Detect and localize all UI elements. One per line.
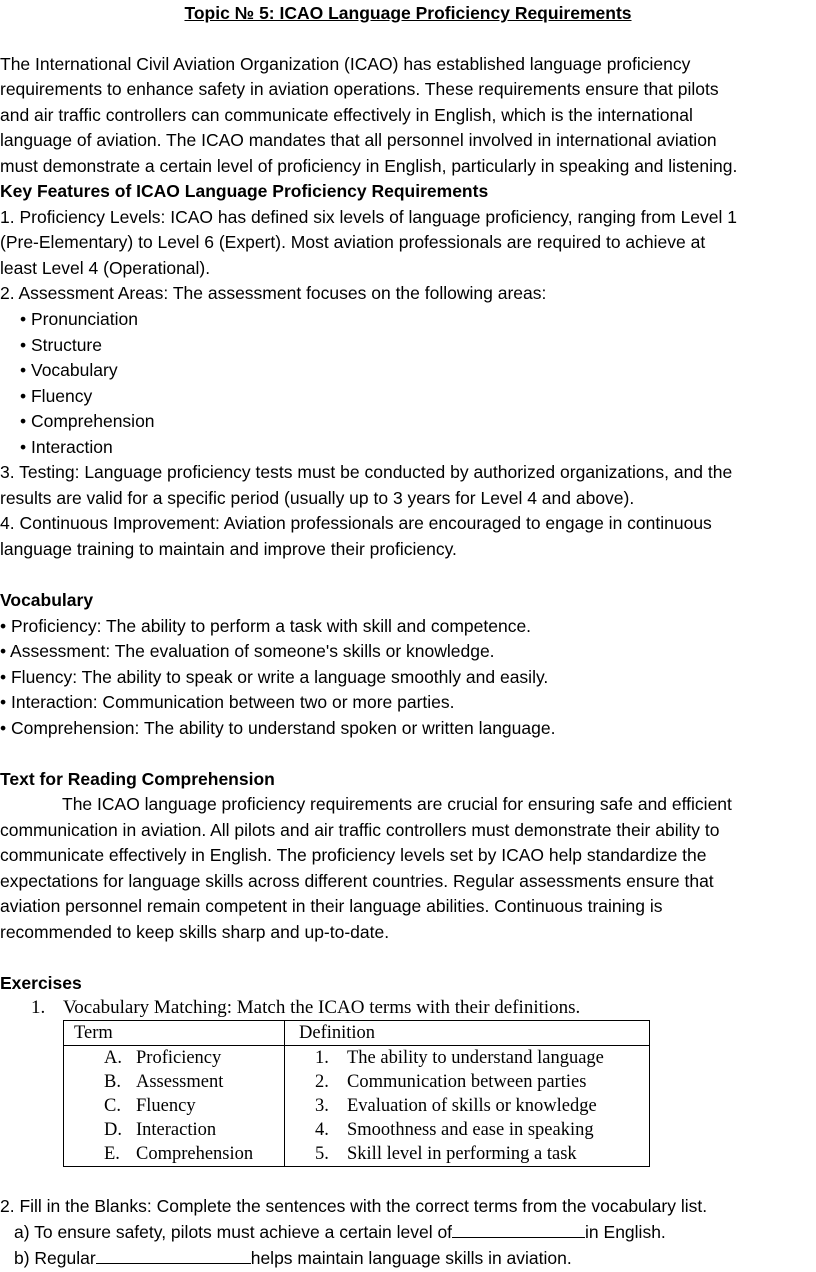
fill-blank-a: a) To ensure safety, pilots must achieve a certain level of in English. [14, 1219, 666, 1246]
reading-line: communicate effectively in English. The proficiency levels set by ICAO help standardize the [0, 845, 707, 865]
fill-blank-b: b) Regular helps maintain language skills in aviation. [14, 1245, 572, 1272]
table-header-definition: Definition [285, 1021, 650, 1046]
feature-line: results are valid for a specific period (usually up to 3 years for Level 4 and above). [0, 488, 635, 508]
blank-a-input[interactable] [452, 1219, 585, 1238]
term-item: B. Assessment [104, 1072, 224, 1092]
terms-column [64, 1046, 285, 1167]
key-features-heading: Key Features of ICAO Language Proficiency Requirements [0, 181, 489, 201]
feature-line: 4. Continuous Improvement: Aviation professionals are encouraged to engage in continuous [0, 513, 712, 533]
feature-line: (Pre-Elementary) to Level 6 (Expert). Most aviation professionals are required to achieve at [0, 232, 706, 252]
intro-line: The International Civil Aviation Organization (ICAO) has established language proficiency [0, 54, 691, 74]
definition-item: 3. Evaluation of skills or knowledge [315, 1096, 597, 1116]
vocab-item: • Assessment: The evaluation of someone's skills or knowledge. [0, 641, 495, 661]
feature-line: language training to maintain and improve their proficiency. [0, 539, 457, 559]
reading-line: expectations for language skills across different countries. Regular assessments ensure that [0, 871, 714, 891]
reading-heading: Text for Reading Comprehension [0, 769, 275, 789]
definitions-column [285, 1046, 650, 1167]
area-item: • Comprehension [20, 411, 155, 431]
reading-line: aviation personnel remain competent in their language abilities. Continuous training is [0, 896, 663, 916]
reading-line: recommended to keep skills sharp and up-to-date. [0, 922, 390, 942]
term-item: E. Comprehension [104, 1144, 254, 1164]
reading-line: The ICAO language proficiency requirements are crucial for ensuring safe and efficient [62, 794, 732, 814]
area-item: • Fluency [20, 386, 93, 406]
intro-line: must demonstrate a certain level of proficiency in English, particularly in speaking and listening. [0, 156, 738, 176]
blank-b-input[interactable] [96, 1245, 251, 1264]
intro-line: language of aviation. The ICAO mandates that all personnel involved in international aviation [0, 130, 717, 150]
vocab-item: • Fluency: The ability to speak or write a language smoothly and easily. [0, 667, 549, 687]
area-item: • Interaction [20, 437, 113, 457]
feature-line: 2. Assessment Areas: The assessment focuses on the following areas: [0, 283, 547, 303]
vocabulary-heading: Vocabulary [0, 590, 94, 610]
term-item: D. Interaction [104, 1120, 217, 1140]
area-item: • Pronunciation [20, 309, 139, 329]
intro-line: and air traffic controllers can communicate effectively in English, which is the international [0, 105, 693, 125]
page-title: Topic № 5: ICAO Language Proficiency Requirements [184, 3, 632, 23]
exercise-2-instruction: 2. Fill in the Blanks: Complete the sentences with the correct terms from the vocabulary list. [0, 1196, 708, 1216]
area-item: • Vocabulary [20, 360, 118, 380]
reading-line: communication in aviation. All pilots and air traffic controllers must demonstrate their ability to [0, 820, 720, 840]
vocab-item: • Interaction: Communication between two or more parties. [0, 692, 455, 712]
feature-line: least Level 4 (Operational). [0, 258, 211, 278]
definition-item: 5. Skill level in performing a task [315, 1144, 577, 1164]
feature-line: 1. Proficiency Levels: ICAO has defined six levels of language proficiency, ranging from Level 1 [0, 207, 738, 227]
vocab-item: • Comprehension: The ability to understand spoken or written language. [0, 718, 556, 738]
definition-item: 2. Communication between parties [315, 1072, 587, 1092]
definition-item: 1. The ability to understand language [315, 1048, 604, 1068]
intro-line: requirements to enhance safety in aviation operations. These requirements ensure that pilots [0, 79, 719, 99]
exercise-1-instruction: Vocabulary Matching: Match the ICAO terms with their definitions. [63, 997, 581, 1018]
feature-line: 3. Testing: Language proficiency tests must be conducted by authorized organizations, and the [0, 462, 733, 482]
area-item: • Structure [20, 335, 102, 355]
term-item: C. Fluency [104, 1096, 196, 1116]
table-header-term: Term [64, 1021, 285, 1046]
exercises-heading: Exercises [0, 973, 82, 993]
exercise-1-number: 1. [31, 997, 46, 1018]
vocab-item: • Proficiency: The ability to perform a task with skill and competence. [0, 616, 532, 636]
term-item: A. Proficiency [104, 1048, 222, 1068]
definition-item: 4. Smoothness and ease in speaking [315, 1120, 594, 1140]
vocabulary-matching-table [63, 1020, 650, 1167]
